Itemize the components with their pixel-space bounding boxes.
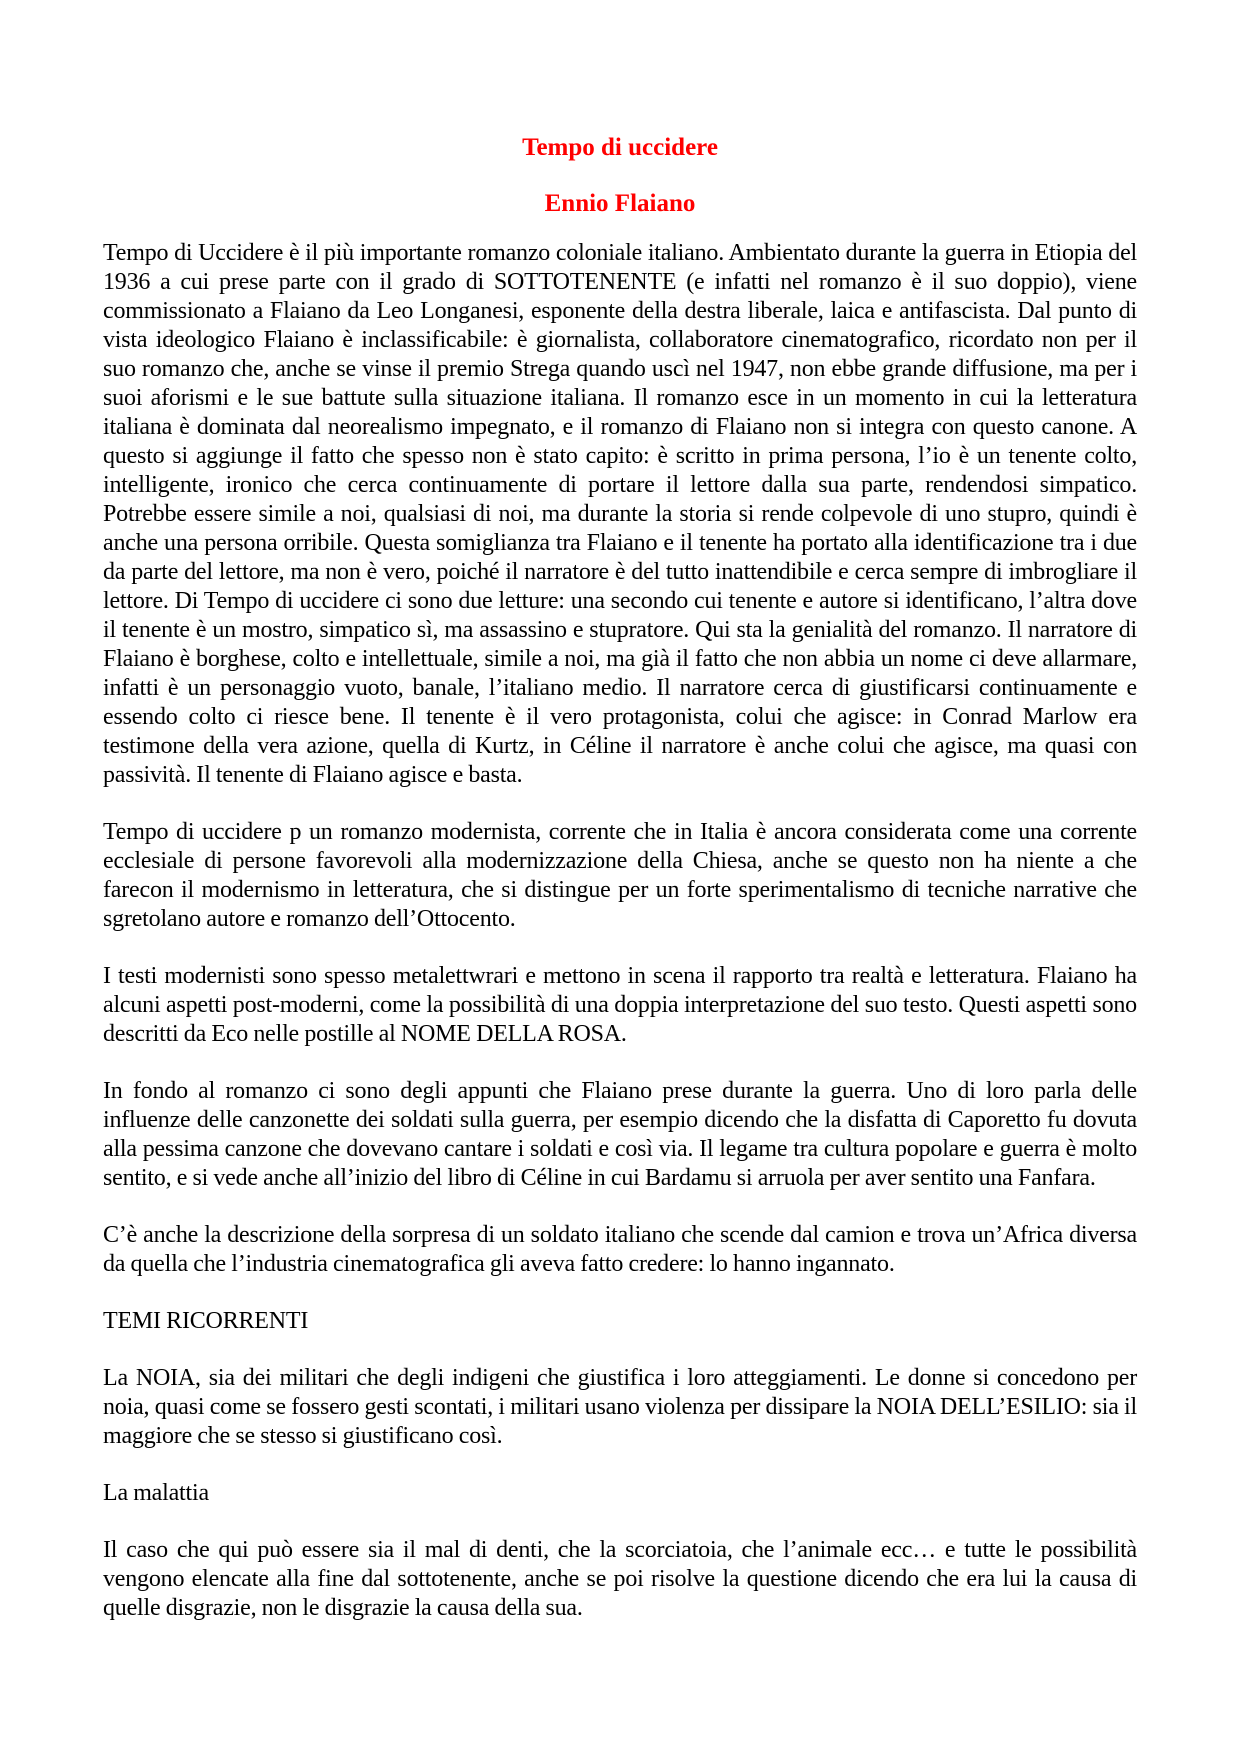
heading-la-malattia: La malattia xyxy=(103,1480,209,1506)
document-title: Tempo di uccidere xyxy=(522,134,718,161)
paragraph-intro: Tempo di Uccidere è il più importante romanzo coloniale italiano. Ambientato durante la guerra in Etiopia del 1936 a cui prese parte con il grado di SOTTOTENENTE (e infatti nel romanzo è il suo doppio), viene commissionato a Flaiano da Leo Longanesi, esponente della destra liberale, laica e antifascista. Dal punto di vista ideologico Flaiano è inclassificabile: è giornalista, collaboratore cinematografico, ricordato non per il suo romanzo che, anche se vinse il premio Strega quando uscì nel 1947, non ebbe grande diffusione, ma per i suoi aforismi e le sue battute sulla situazione italiana. Il romanzo esce in un momento in cui la letteratura italiana è dominata dal neorealismo impegnato, e il romanzo di Flaiano non si integra con questo canone. A questo si aggiunge il fatto che spesso non è stato capito: è scritto in prima persona, l’io è un tenente colto, intelligente, ironico che cerca continuamente di portare il lettore dalla sua parte, rendendosi simpatico. Potrebbe essere simile a noi, qualsiasi di noi, ma durante la storia si rende colpevole di uno stupro, quindi è anche una persona orribile. Questa somiglianza tra Flaiano e il tenente ha portato alla identificazione tra i due da parte del lettore, ma non è vero, poiché il narratore è del tutto inattendibile e cerca sempre di imbrogliare il lettore. Di Tempo di uccidere ci sono due letture: una secondo cui tenente e autore si identificano, l’altra dove il tenente è un mostro, simpatico sì, ma assassino e stupratore. Qui sta la genialità del romanzo. Il narratore di Flaiano è borghese, colto e intellettuale, simile a noi, ma già il fatto che non abbia un nome ci deve allarmare, infatti è un personaggio vuoto, banale, l’italiano medio. Il narratore cerca di giustificarsi continuamente e essendo colto ci riesce bene. Il tenente è il vero protagonista, colui che agisce: in Conrad Marlow era testimone della vera azione, quella di Kurtz, in Céline il narratore è anche colui che agisce, ma quasi con passività. Il tenente di Flaiano agisce e basta. xyxy=(103,240,1137,788)
paragraph-testi-modernisti: I testi modernisti sono spesso metalettwrari e mettono in scena il rapporto tra realtà e letteratura. Flaiano ha alcuni aspetti post-moderni, come la possibilità di una doppia interpretazione del suo testo. Questi aspetti sono descritti da Eco nelle postille al NOME DELLA ROSA. xyxy=(103,963,1137,1047)
paragraph-appunti-guerra: In fondo al romanzo ci sono degli appunti che Flaiano prese durante la guerra. Uno di loro parla delle influenze delle canzonette dei soldati sulla guerra, per esempio dicendo che la disfatta di Caporetto fu dovuta alla pessima canzone che dovevano cantare i soldati e così via. Il legame tra cultura popolare e guerra è molto sentito, e si vede anche all’inizio del libro di Céline in cui Bardamu si arruola per aver sentito una Fanfara. xyxy=(103,1078,1137,1191)
paragraph-malattia-caso: Il caso che qui può essere sia il mal di denti, che la scorciatoia, che l’animale ecc… e tutte le possibilità vengono elencate alla fine dal sottotenente, anche se poi risolve la questione dicendo che era lui la causa di quelle disgrazie, non le disgrazie la causa della sua. xyxy=(103,1537,1137,1621)
paragraph-soldato-africa: C’è anche la descrizione della sorpresa di un soldato italiano che scende dal camion e trova un’Africa diversa da quella che l’industria cinematografica gli aveva fatto credere: lo hanno ingannato. xyxy=(103,1222,1137,1277)
heading-temi-ricorrenti: TEMI RICORRENTI xyxy=(103,1308,309,1334)
document-author: Ennio Flaiano xyxy=(544,190,696,217)
paragraph-noia: La NOIA, sia dei militari che degli indigeni che giustifica i loro atteggiamenti. Le donne si concedono per noia, quasi come se fossero gesti scontati, i militari usano violenza per dissipare la NOIA DELL’ESILIO: sia il maggiore che se stesso si giustificano così. xyxy=(103,1365,1137,1449)
paragraph-modernismo: Tempo di uccidere p un romanzo modernista, corrente che in Italia è ancora considerata come una corrente ecclesiale di persone favorevoli alla modernizzazione della Chiesa, anche se questo non ha niente a che farecon il modernismo in letteratura, che si distingue per un forte sperimentalismo di tecniche narrative che sgretolano autore e romanzo dell’Ottocento. xyxy=(103,819,1137,932)
